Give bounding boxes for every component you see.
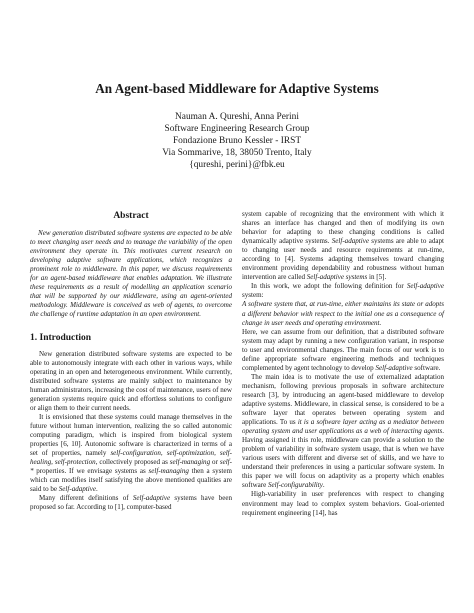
right-paragraph-5: High-variability in user preferences with respect to changing environment may lead to complex system behaviors. Goal-oriented requirement engineering [14], has bbox=[242, 490, 444, 517]
intro-paragraph-1: New generation distributed software systems are expected to be able to autonomously integrate with each other in various ways, while operating in an open and heterogeneous environment. While currently, distributed software systems are mainly subject to maintenance by human administrators, increasing the cost of maintenance, users of new generation systems require quick and effortless solutions to configure or align them to their current needs. bbox=[30, 349, 232, 412]
author-names: Nauman A. Qureshi, Anna Perini bbox=[175, 112, 299, 122]
abstract-text: New generation distributed software systems are expected to be able to meet changing user needs and to manage the variability of the open environment they operate in. This motivates current research on developing adaptive software applications, which recognizes a prominent role to middleware. In this paper, we discuss requirements for an agent-based middleware that enables adaptation. We illustrate these requirements as a result of modelling an application scenario that will be supported by our middleware, using an agent-oriented methodology. Middleware is conceived as web of agents, to overcome the challenge of runtime adaptation in an open environment. bbox=[30, 229, 232, 319]
right-paragraph-3: Here, we can assume from our definition, that a distributed software system may adapt by running a new configuration variant, in response to user and environmental changes. The main focus of our work is to define appropriate software engineering methods and techniques complemented by agent technology to develop Self-adaptive software. bbox=[242, 327, 444, 372]
introduction-section bbox=[30, 334, 232, 513]
author-institution: Fondazione Bruno Kessler - IRST bbox=[172, 136, 302, 146]
author-group: Software Engineering Research Group bbox=[164, 124, 310, 134]
intro-paragraph-3: Many different definitions of Self-adaptive systems have been proposed so far. According to [1], computer-based bbox=[30, 494, 232, 512]
abstract-section bbox=[30, 212, 232, 320]
author-block bbox=[0, 111, 474, 171]
intro-paragraph-2: It is envisioned that these systems could manage themselves in the future without human intervention, realizing the so called autonomic computing paradigm, which is inspired from biological system properties [6, 10]. Autonomic software is characterized in terms of a set of properties, namely self-configuration, self-optimization, self-healing, self-protection, collectively proposed as self-managing or self-* properties. If we envisage systems as self-managing then a system which can modifies itself satisfying the above mentioned qualities are said to be Self-adaptive. bbox=[30, 412, 232, 494]
paper-title: An Agent-based Middleware for Adaptive Systems bbox=[95, 81, 379, 96]
author-address: Via Sommarive, 18, 38050 Trento, Italy bbox=[162, 148, 312, 158]
abstract-heading: Abstract bbox=[113, 211, 149, 221]
left-column bbox=[30, 212, 232, 512]
right-paragraph-1: system capable of recognizing that the environment with which it shares an interface has changed and then of modifying its own behavior for adapting to these changing conditions is called dynamically adaptive systems. Self-adaptive systems are able to adapt to changing user needs and resource requirements at run-time, according to [4]. Systems adapting themselves toward changing environment providing dependability and robustness without human intervention are called Self-adaptive systems in [5]. bbox=[242, 210, 444, 282]
right-paragraph-2: In this work, we adopt the following definition for Self-adaptive system: bbox=[242, 282, 444, 300]
right-paragraph-4: The main idea is to motivate the use of externalized adaptation mechanism, following previous proposals in software architecture research [3], by introducing an agent-based middleware to develop adaptive systems. Middleware, in classical sense, is considered to be a software layer that operates between operating system and applications. To us it is a software layer acting as a mediator between operating system and user applications as a web of interacting agents. Having assigned it this role, middleware can provide a solution to the problem of variability in software system usage, that is when we have various users with different and diverse set of skills, and we have to understand their preferences in using a particular software system. In this paper we will focus on adaptivity as a property which enables software Self-configurability. bbox=[242, 372, 444, 490]
right-column bbox=[242, 210, 444, 518]
author-email: {qureshi, perini}@fbk.eu bbox=[189, 160, 285, 170]
introduction-heading: 1. Introduction bbox=[30, 332, 92, 343]
definition-quote: A software system that, at run-time, either maintains its state or adopts a different behavior with respect to the initial one as a consequence of change in user needs and operating environment. bbox=[242, 300, 444, 327]
